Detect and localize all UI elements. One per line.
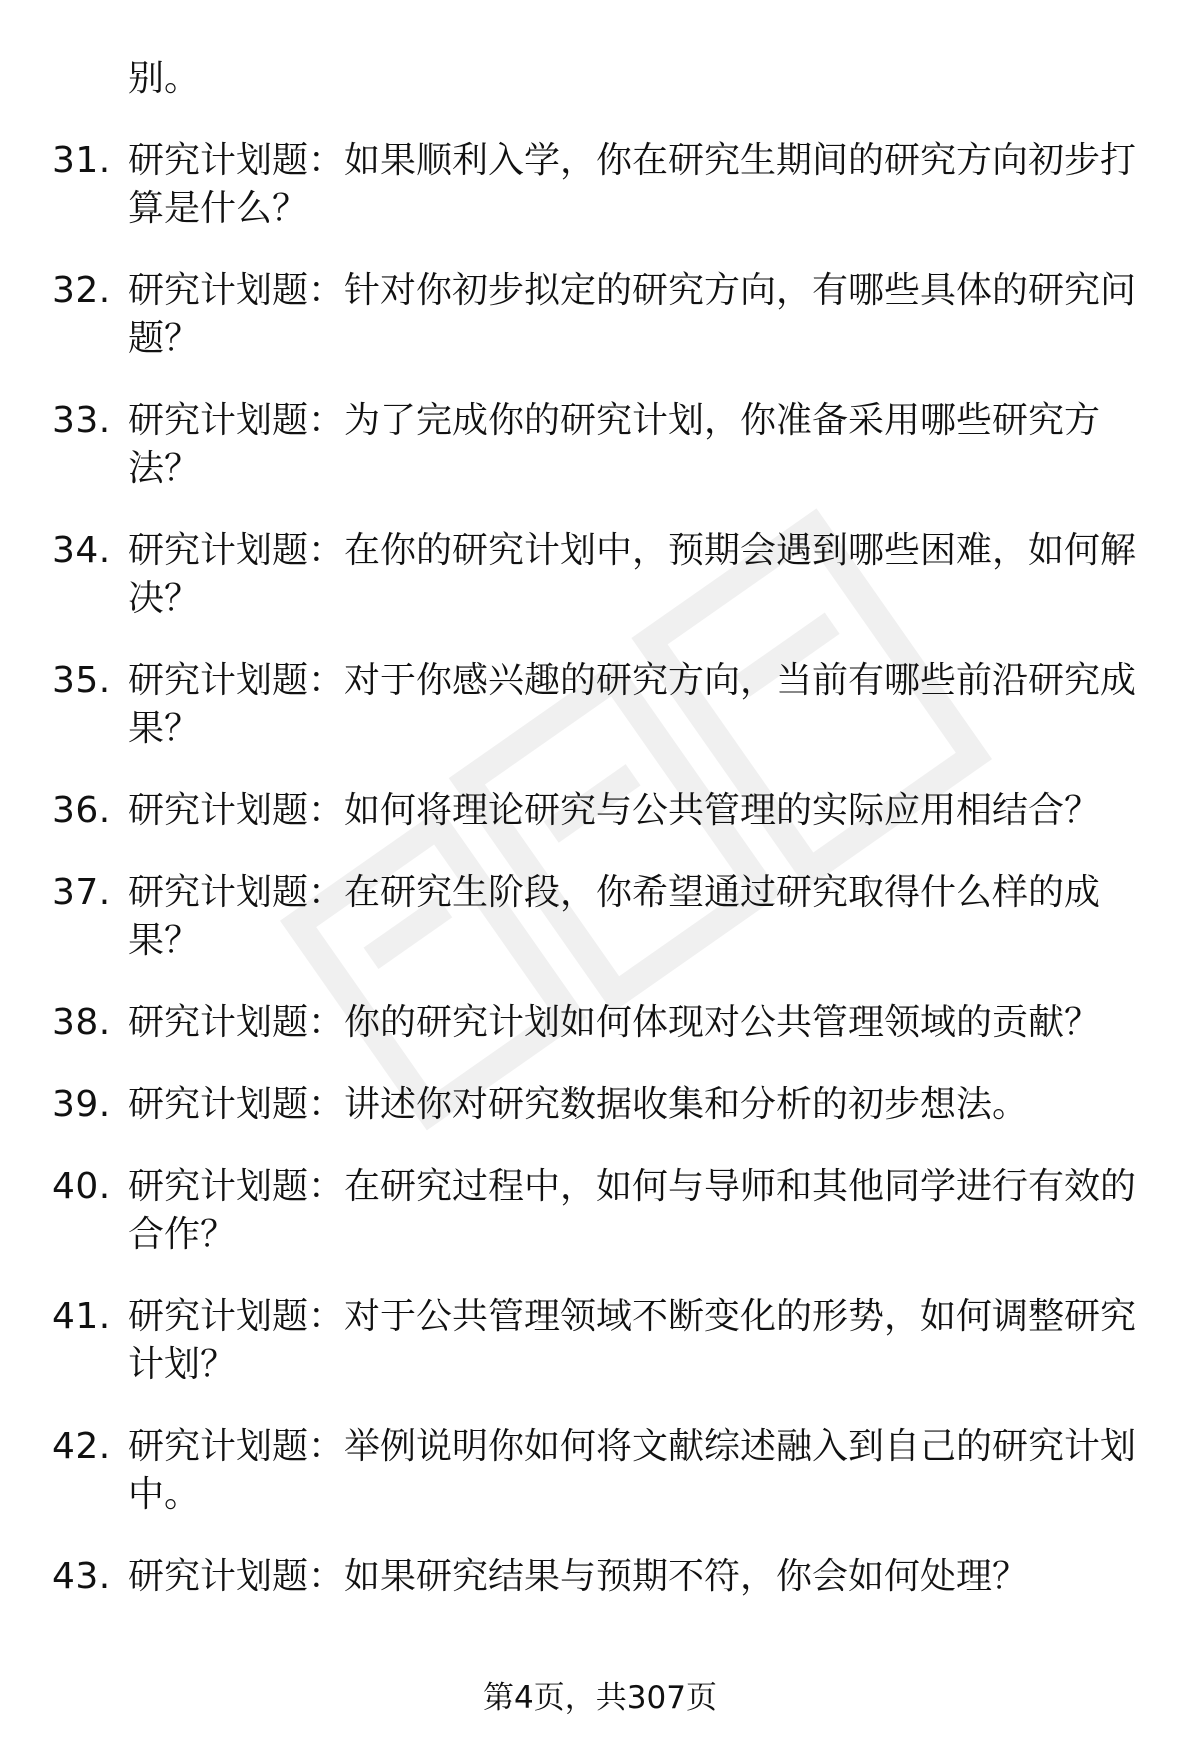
- question-number: 37.: [52, 872, 111, 913]
- question-item: [0, 267, 1200, 363]
- question-number: 41.: [52, 1296, 111, 1337]
- question-item: [0, 1553, 1200, 1601]
- question-item: [0, 1293, 1200, 1389]
- question-item: [0, 657, 1200, 753]
- question-item: [0, 397, 1200, 493]
- question-list: [0, 137, 1200, 1635]
- page-footer: 第4页，共307页: [483, 1680, 717, 1716]
- question-number: 32.: [52, 270, 111, 311]
- question-item: [0, 527, 1200, 623]
- question-item: [0, 1423, 1200, 1519]
- question-number: 35.: [52, 660, 111, 701]
- question-text: 研究计划题：在研究过程中，如何与导师和其他同学进行有效的合作？: [128, 1166, 1137, 1255]
- question-number: 40.: [52, 1166, 111, 1207]
- question-number: 31.: [52, 140, 111, 181]
- question-text: 研究计划题：如果研究结果与预期不符，你会如何处理？: [128, 1556, 1029, 1597]
- continuation-text: 别。: [128, 58, 201, 99]
- question-item: [0, 787, 1200, 835]
- question-text: 研究计划题：对于你感兴趣的研究方向，当前有哪些前沿研究成果？: [128, 660, 1137, 749]
- question-item: [0, 1081, 1200, 1129]
- question-text: 研究计划题：在研究生阶段，你希望通过研究取得什么样的成果？: [128, 872, 1101, 961]
- question-item: [0, 1163, 1200, 1259]
- question-item: [0, 137, 1200, 233]
- question-text: 研究计划题：针对你初步拟定的研究方向，有哪些具体的研究问题？: [128, 270, 1137, 359]
- question-number: 34.: [52, 530, 111, 571]
- question-text: 研究计划题：你的研究计划如何体现对公共管理领域的贡献？: [128, 1002, 1101, 1043]
- question-number: 39.: [52, 1084, 111, 1125]
- question-item: [0, 999, 1200, 1047]
- question-text: 研究计划题：如何将理论研究与公共管理的实际应用相结合？: [128, 790, 1101, 831]
- question-number: 43.: [52, 1556, 111, 1597]
- question-number: 38.: [52, 1002, 111, 1043]
- question-number: 36.: [52, 790, 111, 831]
- question-number: 42.: [52, 1426, 111, 1467]
- question-text: 研究计划题：如果顺利入学，你在研究生期间的研究方向初步打算是什么？: [128, 140, 1137, 229]
- question-text: 研究计划题：举例说明你如何将文献综述融入到自己的研究计划中。: [128, 1426, 1137, 1515]
- question-text: 研究计划题：为了完成你的研究计划，你准备采用哪些研究方法？: [128, 400, 1101, 489]
- question-item: [0, 869, 1200, 965]
- question-text: 研究计划题：讲述你对研究数据收集和分析的初步想法。: [128, 1084, 1029, 1125]
- question-text: 研究计划题：对于公共管理领域不断变化的形势，如何调整研究计划？: [128, 1296, 1137, 1385]
- question-text: 研究计划题：在你的研究计划中，预期会遇到哪些困难，如何解决？: [128, 530, 1137, 619]
- question-number: 33.: [52, 400, 111, 441]
